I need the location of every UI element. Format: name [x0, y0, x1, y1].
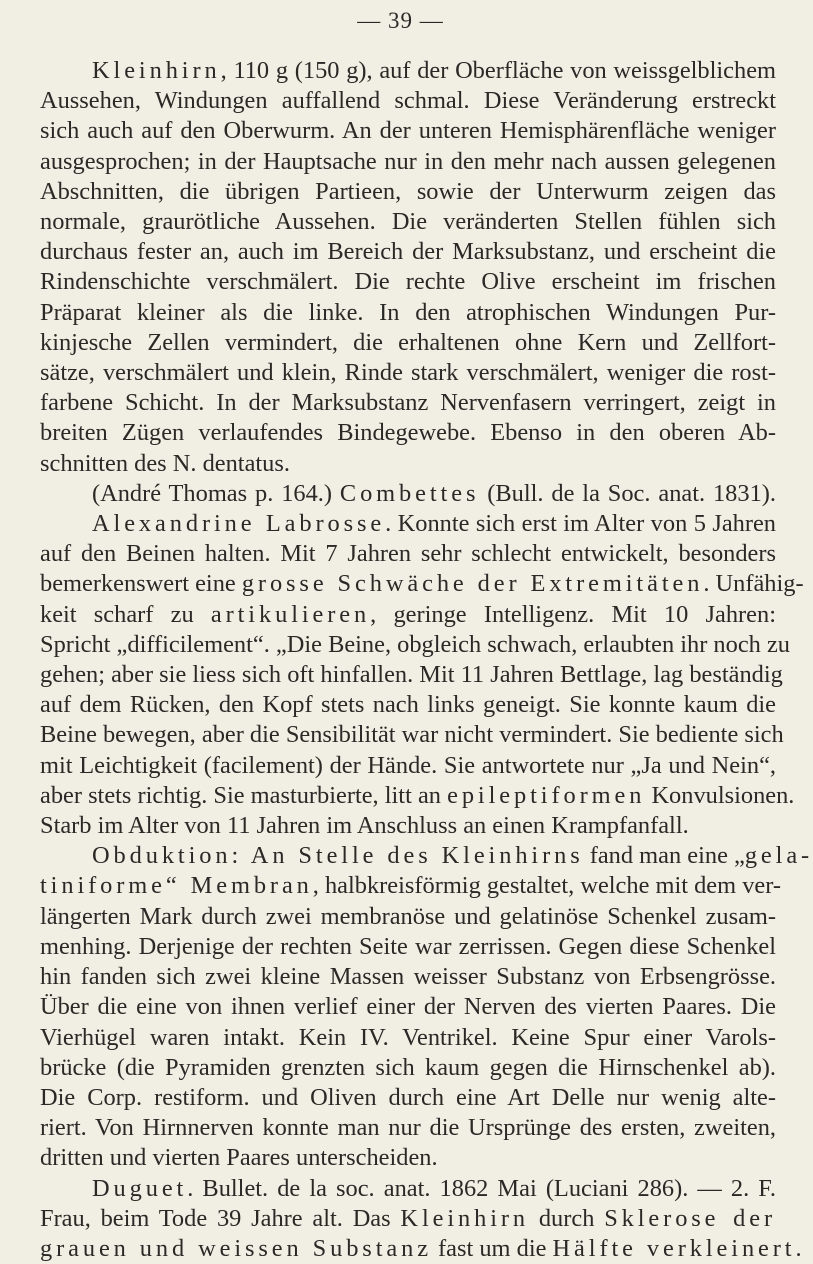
text-segment: menhing. Derjenige der rechten Seite war zerrissen. Gegen diese Schenkel [40, 932, 776, 960]
text-segment: hin fanden sich zwei kleine Massen weisser Substanz von Erbsengrösse. [40, 963, 776, 991]
text-segment: Beine bewegen, aber die Sensibilität war nicht vermindert. Sie bediente sich [40, 721, 784, 749]
text-segment: durch [529, 1204, 605, 1232]
text-segment: Vierhügel waren intakt. Kein IV. Ventrikel. Keine Spur einer Varols- [40, 1023, 776, 1051]
text-segment: längerten Mark durch zwei membranöse und gelatinöse Schenkel zusam- [40, 902, 776, 930]
text-segment: Aussehen, Windungen auffallend schmal. Diese Veränderung erstreckt [40, 87, 776, 115]
text-segment: bemerkenswert eine [40, 570, 242, 598]
text-segment: riert. Von Hirnnerven konnte man nur die Ursprünge des ersten, zweiten, [40, 1114, 776, 1142]
text-line [40, 871, 781, 901]
text-line [40, 358, 776, 388]
text-segment: sich auch auf den Oberwurm. An der unteren Hemisphärenfläche weniger [40, 117, 776, 145]
text-line [40, 660, 783, 690]
text-line [40, 328, 776, 358]
text-line [40, 207, 776, 237]
text-line [40, 569, 804, 599]
text-line [40, 86, 776, 116]
text-line [40, 147, 776, 177]
text-line [40, 237, 776, 267]
text-segment: dritten und vierten Paares unterscheiden. [40, 1144, 438, 1172]
spaced-emphasis-text: grauen und weissen Substanz [40, 1234, 432, 1262]
text-line [40, 449, 776, 479]
text-line [40, 1083, 776, 1113]
text-line [40, 539, 776, 569]
text-segment: auf den Beinen halten. Mit 7 Jahren sehr schlecht entwickelt, besonders [40, 540, 776, 568]
text-segment: , geringe Intelligenz. Mit 10 Jahren: [370, 600, 776, 628]
text-segment: durchaus fester an, auch im Bereich der Marksubstanz, und erscheint die [40, 238, 776, 266]
text-segment: fast um die [431, 1234, 553, 1262]
spaced-emphasis-text: epileptiformen [447, 781, 646, 809]
text-line [40, 992, 776, 1022]
text-line [40, 298, 776, 328]
text-segment: , 110 g (150 g), auf der Oberfläche von weissgelblichem [220, 57, 776, 84]
text-segment: kinjesche Zellen vermindert, die erhaltenen ohne Kern und Zellfort- [40, 328, 776, 356]
text-segment: ausgesprochen; in der Hauptsache nur in den mehr nach aussen gelegenen [40, 147, 776, 175]
text-segment: mit Leichtigkeit (facilement) der Hände. Sie antwortete nur „Ja und Nein“, [40, 751, 776, 779]
text-line [40, 56, 776, 86]
spaced-emphasis-text: grosse Schwäche der Extremitäten [241, 570, 704, 598]
spaced-emphasis-text: Hälfte verkleinert [552, 1234, 796, 1262]
text-line [40, 902, 776, 932]
text-line [40, 720, 784, 750]
spaced-emphasis-text: Duguet [92, 1174, 188, 1202]
spaced-emphasis-text: tiniforme“ Membran [40, 872, 313, 900]
text-segment: Präparat kleiner als die linke. In den atrophischen Windungen Pur- [40, 298, 776, 326]
text-segment: . Unfähig- [703, 570, 804, 598]
text-line [40, 690, 776, 720]
text-segment: auf dem Rücken, den Kopf stets nach links geneigt. Sie konnte kaum die [40, 691, 776, 719]
text-segment: Spricht „difficilement“. „Die Beine, obgleich schwach, erlaubten ihr noch zu [40, 630, 790, 658]
text-segment: . Bullet. de la soc. anat. 1862 Mai (Luciani 286). — 2. F. [187, 1174, 776, 1202]
text-segment: Die Corp. restiform. und Oliven durch eine Art Delle nur wenig alte- [40, 1083, 776, 1111]
text-line [40, 509, 776, 539]
text-segment: (Bull. de la Soc. anat. 1831). [479, 479, 776, 507]
text-line [40, 962, 776, 992]
spaced-emphasis-text: Kleinhirn [92, 57, 221, 84]
text-line [40, 418, 776, 448]
text-segment: normale, graurötliche Aussehen. Die veränderten Stellen fühlen sich [40, 208, 776, 236]
text-line [40, 781, 795, 811]
text-segment: Starb im Alter von 11 Jahren im Anschluss an einen Krampfanfall. [40, 812, 689, 840]
body-text [40, 56, 813, 1264]
text-line [40, 1204, 776, 1234]
text-segment: , halbkreisförmig gestaltet, welche mit dem ver- [312, 872, 781, 900]
spaced-emphasis-text: Combettes [339, 479, 480, 507]
text-segment: Konvulsionen. [645, 781, 795, 809]
text-line [40, 1113, 776, 1143]
text-line [40, 630, 790, 660]
text-segment: Rindenschichte verschmälert. Die rechte Olive erscheint im frischen [40, 268, 776, 296]
text-segment: brücke (die Pyramiden grenzten sich kaum gegen die Hirnschenkel ab). [40, 1053, 776, 1081]
text-line [40, 600, 776, 630]
text-line [40, 116, 776, 146]
spaced-emphasis-text: Obduktion: An Stelle des Kleinhirns [92, 842, 584, 870]
text-segment: schnitten des N. dentatus. [40, 449, 290, 477]
text-line [40, 1143, 776, 1173]
spaced-emphasis-text: gela- [744, 842, 813, 870]
page-number: — 39 — [357, 8, 444, 33]
text-line [40, 841, 813, 871]
text-line [40, 1174, 776, 1204]
spaced-emphasis-text: Kleinhirn [400, 1204, 530, 1232]
text-line [40, 1053, 776, 1083]
text-line [40, 479, 776, 509]
spaced-emphasis-text: Alexandrine Labrosse [92, 510, 386, 538]
text-segment: gehen; aber sie liess sich oft hinfallen. Mit 11 Jahren Bettlage, lag beständig [40, 661, 783, 689]
text-line [40, 751, 776, 781]
spaced-emphasis-text: Sklerose der [604, 1204, 776, 1232]
text-line [40, 1023, 776, 1053]
text-segment: sätze, verschmälert und klein, Rinde stark verschmälert, weniger die rost- [40, 359, 776, 387]
text-segment: Über die eine von ihnen verlief einer der Nerven des vierten Paares. Die [40, 993, 776, 1021]
text-line [40, 811, 776, 841]
text-line [40, 267, 776, 297]
text-segment: keit scharf zu [40, 600, 211, 628]
text-segment: breiten Zügen verlaufendes Bindegewebe. Ebenso in den oberen Ab- [40, 419, 776, 447]
text-segment: Frau, beim Tode 39 Jahre alt. Das [40, 1204, 401, 1232]
text-line [40, 932, 776, 962]
text-segment: (André Thomas p. 164.) [92, 479, 340, 507]
text-line [40, 177, 776, 207]
text-segment: . [795, 1234, 802, 1262]
text-line [40, 388, 776, 418]
text-segment: . Konnte sich erst im Alter von 5 Jahren [385, 510, 776, 538]
text-segment: aber stets richtig. Sie masturbierte, litt an [40, 781, 448, 809]
text-line [40, 1234, 802, 1264]
text-segment: fand man eine „ [583, 842, 745, 870]
text-segment: Abschnitten, die übrigen Partieen, sowie der Unterwurm zeigen das [40, 177, 776, 205]
spaced-emphasis-text: artikulieren [210, 600, 371, 628]
text-segment: farbene Schicht. In der Marksubstanz Nervenfasern verringert, zeigt in [40, 389, 776, 417]
